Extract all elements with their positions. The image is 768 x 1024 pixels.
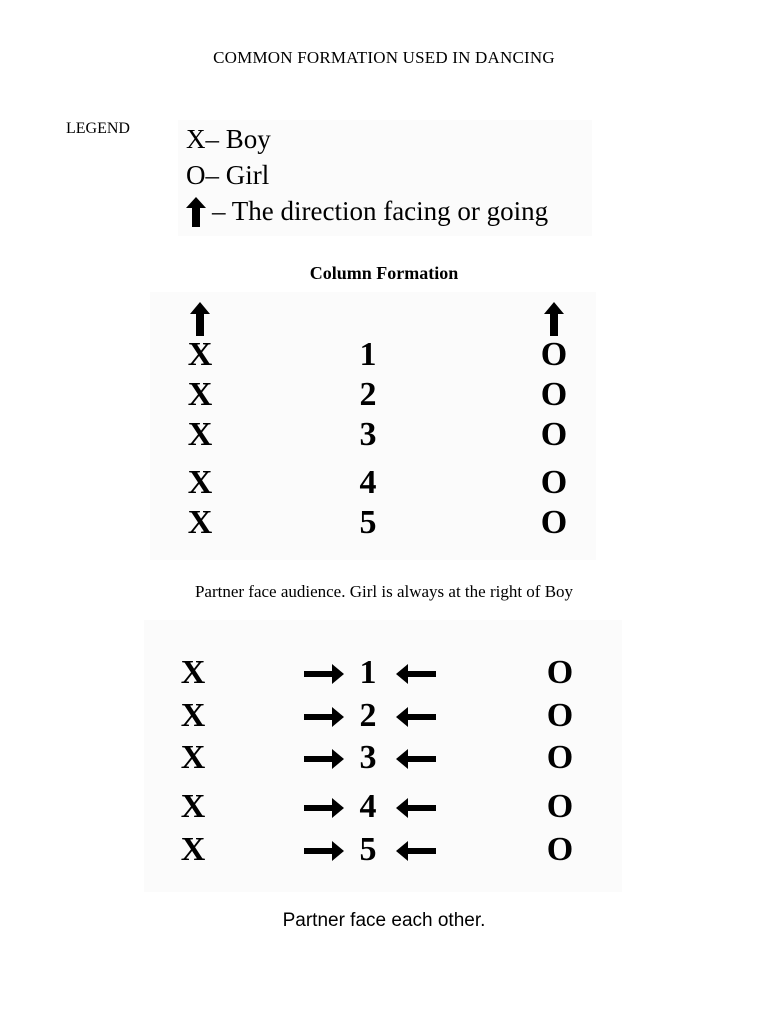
- boy-mark: X: [187, 416, 213, 453]
- legend-item-girl: [186, 160, 269, 191]
- column-formation-caption: Partner face audience. Girl is always at the right of Boy: [194, 582, 574, 601]
- legend-item-boy: [186, 124, 271, 155]
- girl-mark: O: [546, 788, 574, 825]
- legend-item-direction: [186, 196, 548, 227]
- up-arrow-icon: [186, 197, 206, 227]
- boy-mark: X: [187, 336, 213, 373]
- legend-direction-text: – The direction facing or going: [212, 196, 549, 226]
- girl-mark: O: [540, 464, 568, 501]
- right-arrow-icon: [304, 664, 344, 684]
- position-number: 2: [359, 376, 377, 413]
- column-formation-grid: [150, 292, 596, 560]
- boy-mark: X: [180, 654, 206, 691]
- girl-mark: O: [540, 336, 568, 373]
- girl-mark: O: [546, 697, 574, 734]
- right-arrow-icon: [304, 798, 344, 818]
- left-arrow-icon: [396, 707, 436, 727]
- position-number: 1: [359, 336, 377, 373]
- girl-mark: O: [540, 376, 568, 413]
- legend-boy-symbol: X: [186, 124, 206, 154]
- facing-formation-grid: [144, 620, 622, 892]
- position-number: 3: [359, 739, 377, 776]
- position-number: 4: [359, 788, 377, 825]
- legend-box: [178, 120, 592, 236]
- legend-boy-text: – Boy: [205, 124, 271, 154]
- position-number: 4: [359, 464, 377, 501]
- boy-mark: X: [180, 788, 206, 825]
- position-number: 5: [359, 504, 377, 541]
- boy-mark: X: [187, 464, 213, 501]
- right-arrow-icon: [304, 749, 344, 769]
- position-number: 3: [359, 416, 377, 453]
- page-title: COMMON FORMATION USED IN DANCING: [213, 48, 555, 67]
- girl-mark: O: [546, 831, 574, 868]
- left-arrow-icon: [396, 841, 436, 861]
- boy-mark: X: [187, 376, 213, 413]
- right-arrow-icon: [304, 841, 344, 861]
- legend-girl-text: – Girl: [205, 160, 270, 190]
- position-number: 5: [359, 831, 377, 868]
- up-arrow-icon: [190, 302, 210, 336]
- right-arrow-icon: [304, 707, 344, 727]
- up-arrow-icon: [544, 302, 564, 336]
- position-number: 1: [359, 654, 377, 691]
- left-arrow-icon: [396, 749, 436, 769]
- legend-label: LEGEND: [66, 120, 130, 137]
- legend-girl-symbol: O: [186, 160, 206, 190]
- girl-mark: O: [546, 654, 574, 691]
- boy-mark: X: [187, 504, 213, 541]
- boy-mark: X: [180, 831, 206, 868]
- girl-mark: O: [540, 416, 568, 453]
- facing-formation-caption: Partner face each other.: [282, 910, 486, 931]
- boy-mark: X: [180, 697, 206, 734]
- girl-mark: O: [540, 504, 568, 541]
- left-arrow-icon: [396, 664, 436, 684]
- left-arrow-icon: [396, 798, 436, 818]
- position-number: 2: [359, 697, 377, 734]
- girl-mark: O: [546, 739, 574, 776]
- column-formation-title: Column Formation: [309, 263, 459, 283]
- boy-mark: X: [180, 739, 206, 776]
